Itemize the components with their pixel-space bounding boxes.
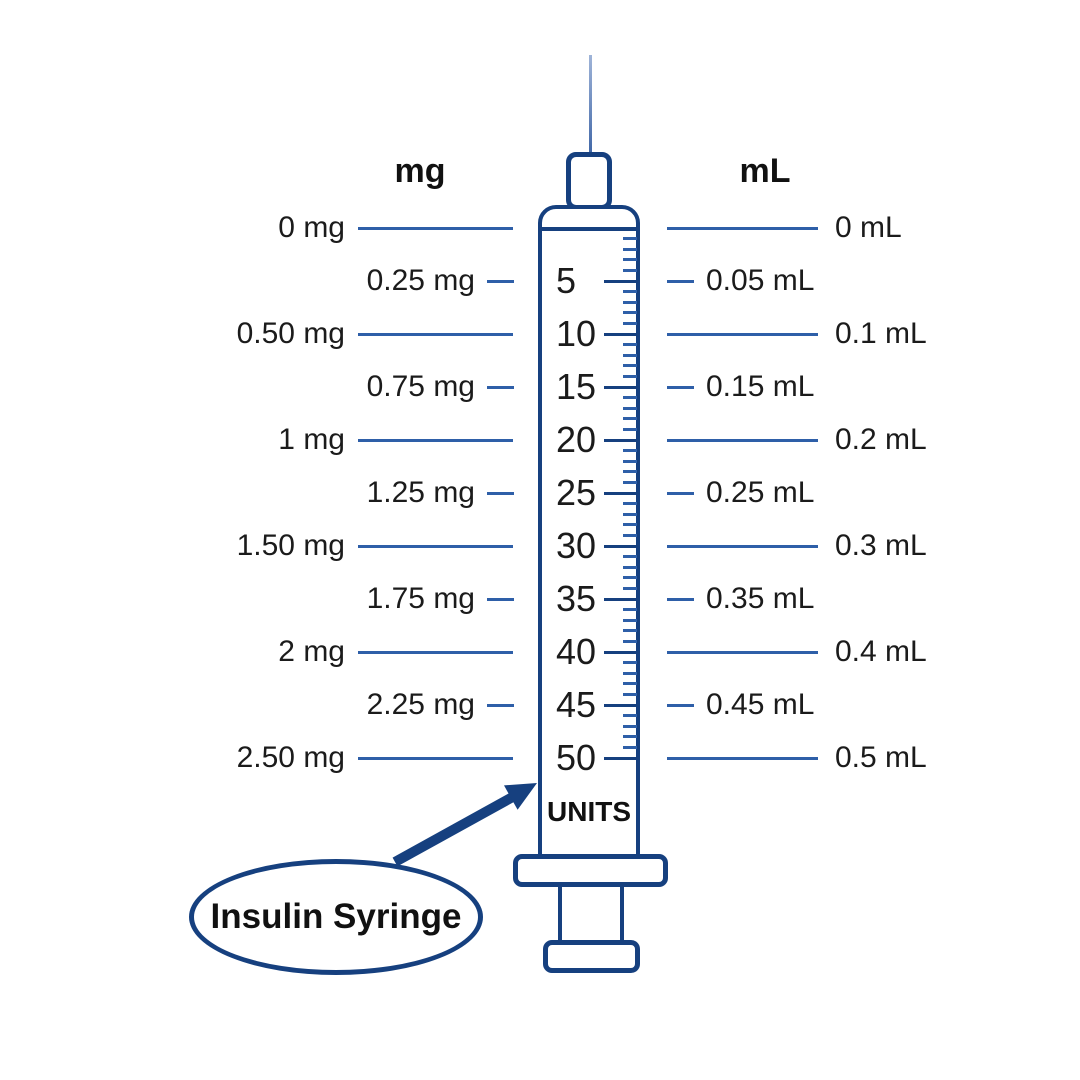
ml-scale-line [667,704,694,707]
mg-label: 2 mg [278,635,345,668]
ml-label: 0.15 mL [706,370,815,403]
ml-label: 0.1 mL [835,317,927,350]
units-caption: UNITS [547,796,631,827]
mg-label: 1.50 mg [236,529,345,562]
ml-scale-line [667,545,818,548]
mg-scale-line [358,227,513,230]
mg-scale-line [487,280,514,283]
mg-label: 2.25 mg [366,688,475,721]
minor-tick [623,311,637,314]
units-number: 50 [556,737,597,778]
ml-label: 0.35 mL [706,582,815,615]
minor-tick [623,534,637,537]
ml-label: 0 mL [835,211,902,244]
mg-label: 0.50 mg [236,317,345,350]
minor-tick [623,343,637,346]
ml-label: 0.5 mL [835,741,927,774]
major-tick [604,545,637,548]
ml-label: 0.45 mL [706,688,815,721]
major-tick [604,386,637,389]
minor-tick [623,714,637,717]
minor-tick [623,682,637,685]
ml-scale-line [667,651,818,654]
major-tick [604,598,637,601]
units-number: 40 [556,631,597,672]
mg-label: 0.25 mg [366,264,475,297]
mg-scale-line [358,439,513,442]
units-number: 35 [556,578,597,619]
minor-tick [623,290,637,293]
major-tick [604,704,637,707]
major-tick [604,492,637,495]
minor-tick [623,460,637,463]
mg-scale-line [487,386,514,389]
ml-scale-line [667,227,818,230]
minor-tick [623,428,637,431]
minor-tick [623,322,637,325]
minor-tick [623,608,637,611]
ml-label: 0.05 mL [706,264,815,297]
minor-tick [623,248,637,251]
major-tick [604,439,637,442]
minor-tick [623,407,637,410]
ml-label: 0.2 mL [835,423,927,456]
mg-scale-line [487,598,514,601]
ml-scale-line [667,757,818,760]
units-number: 30 [556,525,597,566]
ml-scale-line [667,280,694,283]
mg-scale-line [358,651,513,654]
major-tick [604,757,637,760]
units-number: 15 [556,366,597,407]
minor-tick [623,502,637,505]
minor-tick [623,640,637,643]
minor-tick [623,672,637,675]
major-tick [604,651,637,654]
minor-tick [623,661,637,664]
minor-tick [623,619,637,622]
minor-tick [623,449,637,452]
minor-tick [623,566,637,569]
mg-label: 2.50 mg [236,741,345,774]
ml-label: 0.4 mL [835,635,927,668]
mg-scale-line [487,492,514,495]
units-number: 45 [556,684,597,725]
minor-tick [623,725,637,728]
minor-tick [623,576,637,579]
minor-tick [623,629,637,632]
minor-tick [623,375,637,378]
mg-label: 1 mg [278,423,345,456]
mg-label: 1.25 mg [366,476,475,509]
ml-scale-line [667,598,694,601]
mg-scale-line [358,545,513,548]
ml-scale-line [667,386,694,389]
minor-tick [623,735,637,738]
minor-tick [623,354,637,357]
callout-arrow-icon [380,758,550,878]
units-number: 5 [556,260,577,301]
mg-label: 1.75 mg [366,582,475,615]
minor-tick [623,301,637,304]
units-number: 10 [556,313,597,354]
ml-scale-line [667,492,694,495]
minor-tick [623,364,637,367]
minor-tick [623,587,637,590]
minor-tick [623,481,637,484]
ml-scale-line [667,333,818,336]
minor-tick [623,417,637,420]
minor-tick [623,523,637,526]
ml-column-header: mL [739,152,791,190]
ml-scale-line [667,439,818,442]
minor-tick [623,269,637,272]
minor-tick [623,746,637,749]
minor-tick [623,396,637,399]
mg-label: 0.75 mg [366,370,475,403]
callout-label: Insulin Syringe [210,897,462,936]
ml-label: 0.3 mL [835,529,927,562]
mg-scale-line [487,704,514,707]
major-tick [604,280,637,283]
mg-label: 0 mg [278,211,345,244]
minor-tick [623,258,637,261]
callout-bubble [189,859,483,975]
minor-tick [623,237,637,240]
units-number: 25 [556,472,597,513]
minor-tick [623,555,637,558]
mg-column-header: mg [394,152,446,190]
minor-tick [623,513,637,516]
minor-tick [623,470,637,473]
major-tick [604,333,637,336]
minor-tick [623,693,637,696]
mg-scale-line [358,333,513,336]
ml-label: 0.25 mL [706,476,815,509]
units-number: 20 [556,419,597,460]
